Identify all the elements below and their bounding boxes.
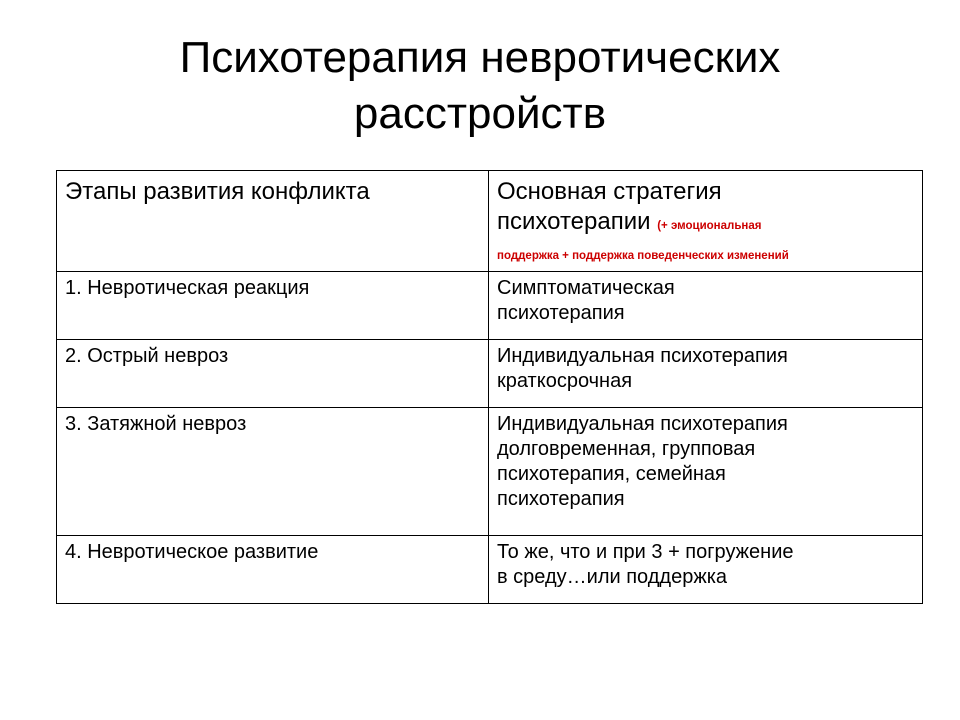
- strategy-line: То же, что и при 3 + погружение: [497, 541, 794, 563]
- table-row: [57, 340, 923, 408]
- table-row: [57, 536, 923, 604]
- strategy-line: Симптоматическая: [497, 277, 675, 299]
- strategy-line: психотерапия: [497, 488, 625, 510]
- header-strategy-note-a: (+ эмоциональная: [657, 220, 762, 232]
- strategy-cell: [489, 408, 923, 536]
- header-strategy: [489, 171, 923, 272]
- slide-title: [60, 30, 900, 142]
- strategy-line: Индивидуальная психотерапия: [497, 345, 788, 367]
- table-row: [57, 272, 923, 340]
- header-stages: [57, 171, 489, 272]
- table-row: [57, 408, 923, 536]
- strategy-line: в среду…или поддержка: [497, 566, 728, 588]
- strategy-line: психотерапия: [497, 302, 625, 324]
- stage-label: 4. Невротическое развитие: [65, 541, 319, 563]
- stage-cell: [57, 272, 489, 340]
- strategy-line: краткосрочная: [497, 370, 633, 392]
- slide-title-line-1: Психотерапия невротических: [179, 33, 781, 82]
- strategy-cell: [489, 340, 923, 408]
- header-stages-label: Этапы развития конфликта: [65, 178, 370, 205]
- strategy-line: долговременная, групповая: [497, 438, 756, 460]
- stage-cell: [57, 408, 489, 536]
- stage-cell: [57, 536, 489, 604]
- stage-cell: [57, 340, 489, 408]
- stage-label: 2. Острый невроз: [65, 345, 229, 367]
- strategy-cell: [489, 272, 923, 340]
- therapy-table: [56, 170, 923, 604]
- strategy-cell: [489, 536, 923, 604]
- slide-title-line-2: расстройств: [353, 89, 607, 138]
- table-header-row: [57, 171, 923, 272]
- header-strategy-line-1: Основная стратегия: [497, 178, 722, 205]
- strategy-line: Индивидуальная психотерапия: [497, 413, 788, 435]
- header-strategy-line-2: психотерапии: [497, 208, 651, 235]
- header-strategy-note-b: поддержка + поддержка поведенческих изменений: [497, 250, 789, 262]
- strategy-line: психотерапия, семейная: [497, 463, 726, 485]
- stage-label: 3. Затяжной невроз: [65, 413, 247, 435]
- stage-label: 1. Невротическая реакция: [65, 277, 310, 299]
